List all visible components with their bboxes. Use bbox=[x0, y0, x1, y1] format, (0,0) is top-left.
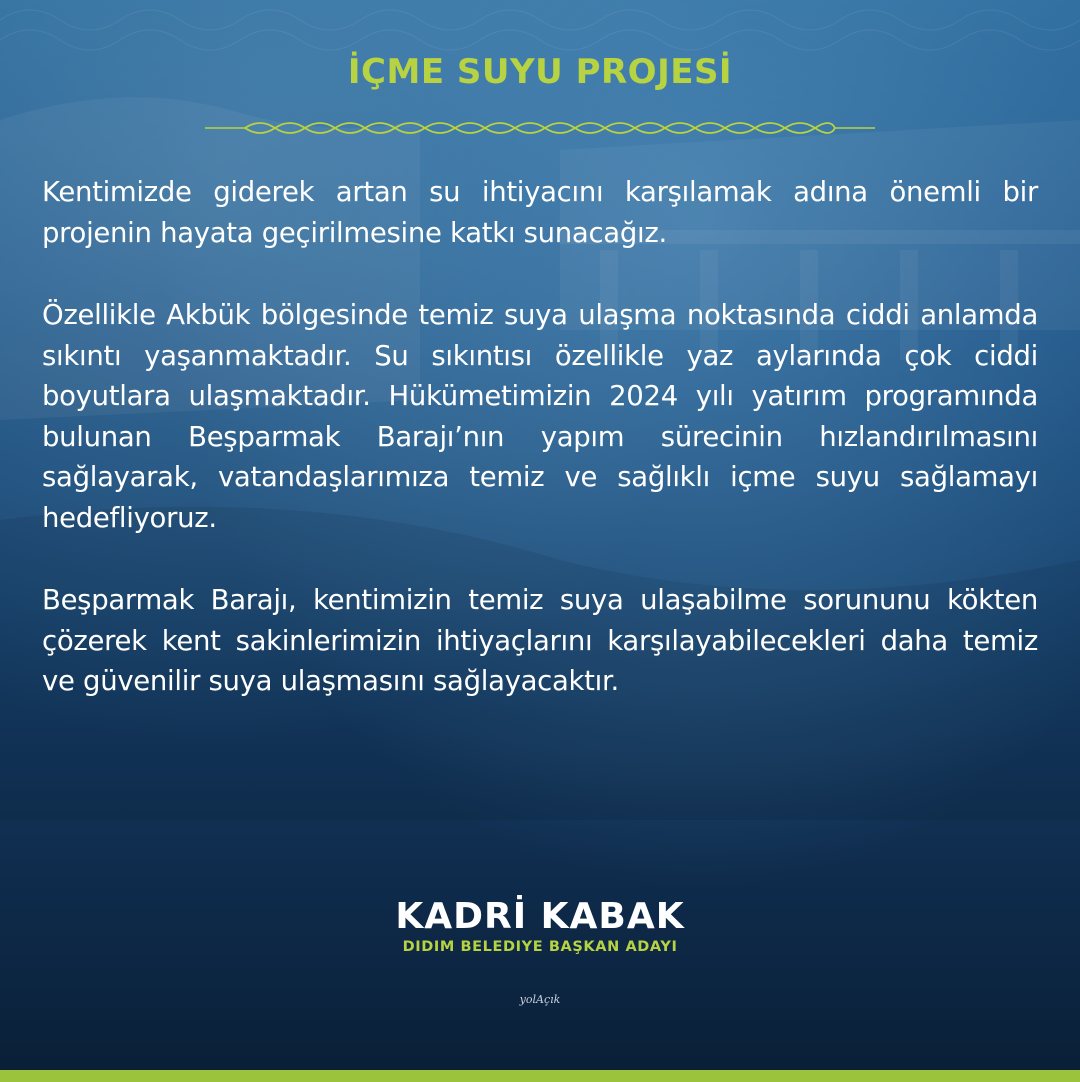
paragraph-besparmak: Beşparmak Barajı, kentimizin temiz suya ulaşabilme sorununu kökten çözerek kent sakinlerimizin ihtiyaçlarını karşılayabilecekleri daha temiz ve güvenilir suya ulaşmasını sağlayacaktır. bbox=[42, 584, 1038, 697]
candidate-role: DIDIM BELEDIYE BAŞKAN ADAYI bbox=[402, 939, 678, 955]
candidate-name: KADRİ KABAK bbox=[395, 896, 685, 937]
slogan: yolAçık bbox=[519, 993, 561, 1006]
wave-ornament-icon bbox=[205, 116, 875, 140]
body-text bbox=[42, 172, 1038, 744]
page-title: İÇME SUYU PROJESİ bbox=[347, 52, 733, 92]
signature-block bbox=[0, 898, 1080, 1006]
paragraph-akbuk: Özellikle Akbük bölgesinde temiz suya ulaşma noktasında ciddi anlamda sıkıntı yaşanmaktadır. Su sıkıntısı özellikle yaz aylarında çok ciddi boyutlara ulaşmaktadır. Hükümetimizin 2024 yılı yatırım programında bulunan Beşparmak Barajı’nın yapım sürecinin hızlandırılmasını sağlayarak, vatandaşlarımıza temiz ve sağlıklı içme suyu sağlamayı hedefliyoruz. bbox=[42, 299, 1038, 534]
bottom-accent-bar bbox=[0, 1070, 1080, 1082]
paragraph-intro: Kentimizde giderek artan su ihtiyacını karşılamak adına önemli bir projenin hayata geçirilmesine katkı sunacağız. bbox=[42, 176, 1038, 249]
